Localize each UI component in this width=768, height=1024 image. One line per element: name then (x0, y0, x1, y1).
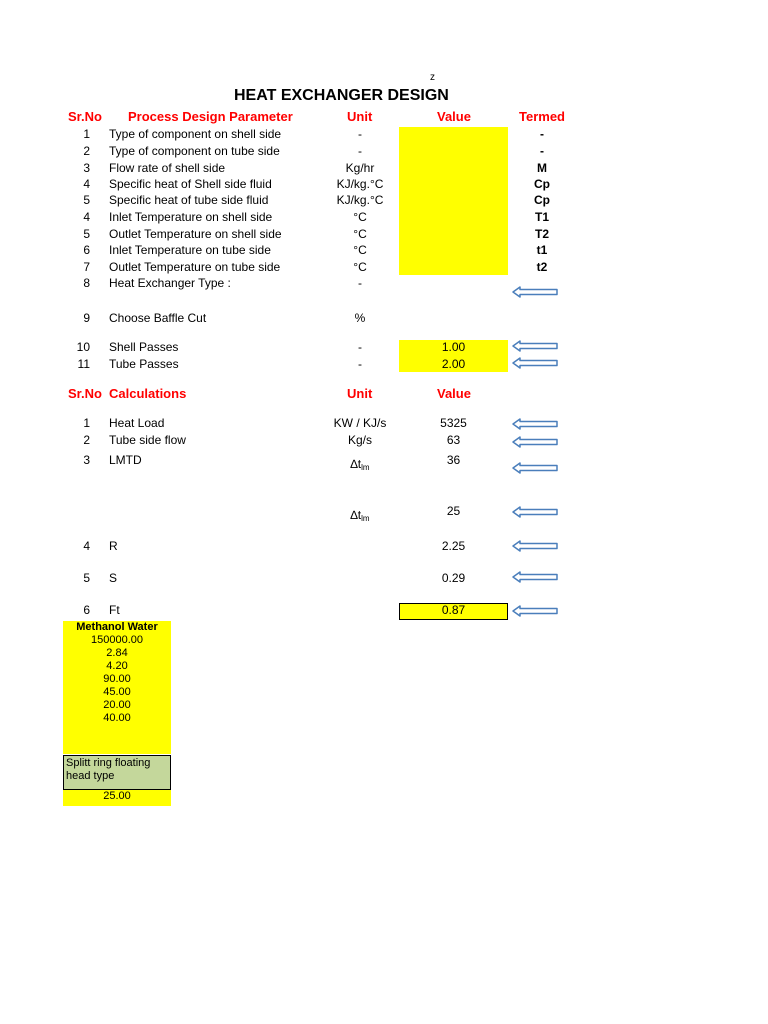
param-value[interactable]: 1.00 (441, 340, 466, 354)
param-unit: % (354, 311, 366, 325)
calc-label: Ft (109, 603, 120, 617)
calc-header-value: Value (437, 386, 471, 401)
calc-unit (310, 457, 410, 472)
calc-label: LMTD (109, 453, 142, 467)
header-value: Value (437, 109, 471, 124)
param-unit: - (358, 127, 362, 141)
param-unit: KJ/kg.°C (336, 193, 384, 207)
param-termed: T1 (534, 210, 549, 224)
calc-label: R (109, 539, 118, 553)
calc-header-srno: Sr.No (68, 386, 102, 401)
hx-type-select[interactable]: Splitt ring floating head type (63, 755, 171, 790)
param-label: Inlet Temperature on shell side (109, 210, 273, 224)
param-unit: KJ/kg.°C (336, 177, 384, 191)
calc-value: 5325 (440, 416, 467, 430)
calc-header-unit: Unit (347, 386, 373, 401)
param-unit: °C (353, 227, 367, 241)
calc-label: Heat Load (109, 416, 165, 430)
param-no: 9 (83, 311, 90, 325)
param-termed: t2 (536, 260, 548, 274)
param-value[interactable]: 2.00 (441, 357, 466, 371)
calc-value: 63 (446, 433, 461, 447)
param-label: Inlet Temperature on tube side (109, 243, 271, 257)
arrow-left-icon (512, 418, 558, 430)
param-label: Heat Exchanger Type : (109, 276, 231, 290)
calc-unit-sub: lm (361, 463, 370, 472)
param-label: Outlet Temperature on tube side (109, 260, 281, 274)
calc-no: 1 (83, 416, 90, 430)
param-termed: t1 (536, 243, 548, 257)
param-no: 5 (83, 193, 90, 207)
arrow-left-icon (512, 357, 558, 369)
param-unit: °C (353, 210, 367, 224)
arrow-left-icon (512, 540, 558, 552)
param-unit: °C (353, 260, 367, 274)
calc-value: 36 (446, 453, 461, 467)
param-termed: T2 (534, 227, 549, 241)
param-no: 7 (83, 260, 90, 274)
input-value: 20.00 (103, 699, 131, 711)
arrow-left-icon (512, 506, 558, 518)
param-no: 5 (83, 227, 90, 241)
param-label: Tube Passes (109, 357, 179, 371)
baffle-cut-value: 25.00 (103, 790, 131, 802)
calc-value: 25 (446, 504, 461, 518)
calc-unit-sub: lm (361, 514, 370, 523)
calc-no: 2 (83, 433, 90, 447)
input-value: 90.00 (103, 673, 131, 685)
input-value: 150000.00 (91, 634, 143, 646)
input-value: 4.20 (106, 660, 128, 672)
param-label: Outlet Temperature on shell side (109, 227, 282, 241)
param-no: 2 (83, 144, 90, 158)
param-termed: Cp (534, 177, 550, 191)
input-cells-block[interactable] (399, 127, 508, 275)
calc-value: 2.25 (441, 539, 466, 553)
input-value: 45.00 (103, 686, 131, 698)
input-value: 2.84 (106, 647, 128, 659)
param-unit: - (358, 340, 362, 354)
param-termed: - (540, 127, 544, 141)
calc-label: Tube side flow (109, 433, 186, 447)
calc-unit-text: Kg/s (347, 433, 372, 447)
calc-header-calc: Calculations (109, 386, 187, 401)
calc-no: 4 (83, 539, 90, 553)
param-unit: °C (353, 243, 367, 257)
param-label: Flow rate of shell side (109, 161, 226, 175)
header-param: Process Design Parameter (128, 109, 293, 124)
param-label: Shell Passes (109, 340, 179, 354)
param-termed: M (537, 161, 547, 175)
arrow-left-icon (512, 340, 558, 352)
calc-unit (310, 416, 410, 430)
input-value: 40.00 (103, 712, 131, 724)
calc-value: 0.87 (441, 603, 466, 617)
calc-value: 0.29 (441, 571, 466, 585)
calc-no: 5 (83, 571, 90, 585)
arrow-left-icon (512, 605, 558, 617)
calc-no: 3 (83, 453, 90, 467)
param-no: 1 (83, 127, 90, 141)
calc-label: S (109, 571, 118, 585)
arrow-left-icon (512, 462, 558, 474)
param-no: 4 (83, 210, 90, 224)
calc-unit (310, 508, 410, 523)
header-srno: Sr.No (68, 109, 102, 124)
param-unit: - (358, 144, 362, 158)
arrow-left-icon (512, 436, 558, 448)
param-unit: - (358, 276, 362, 290)
calc-unit-symbol: ∆t (350, 457, 362, 471)
header-unit: Unit (347, 109, 373, 124)
param-label: Specific heat of tube side fluid (109, 193, 269, 207)
calc-unit (310, 433, 410, 447)
param-no: 3 (83, 161, 90, 175)
arrow-left-icon (512, 571, 558, 583)
header-termed: Termed (519, 109, 565, 124)
calc-no: 6 (83, 603, 90, 617)
param-no: 8 (83, 276, 90, 290)
page-title: HEAT EXCHANGER DESIGN (234, 87, 449, 104)
param-no: 4 (83, 177, 90, 191)
param-no: 10 (76, 340, 90, 354)
fluid-header: Methanol Water (76, 621, 158, 633)
param-unit: Kg/hr (345, 161, 375, 175)
param-label: Type of component on shell side (109, 127, 282, 141)
param-termed: Cp (534, 193, 550, 207)
calc-unit-symbol: ∆t (350, 508, 362, 522)
param-unit: - (358, 357, 362, 371)
param-label: Specific heat of Shell side fluid (109, 177, 272, 191)
param-no: 6 (83, 243, 90, 257)
param-no: 11 (77, 357, 90, 371)
arrow-left-icon (512, 286, 558, 298)
param-termed: - (540, 144, 544, 158)
calc-unit-text: KW / KJ/s (333, 416, 387, 430)
param-label: Type of component on tube side (109, 144, 280, 158)
param-label: Choose Baffle Cut (109, 311, 207, 325)
top-mark: z (430, 72, 435, 83)
